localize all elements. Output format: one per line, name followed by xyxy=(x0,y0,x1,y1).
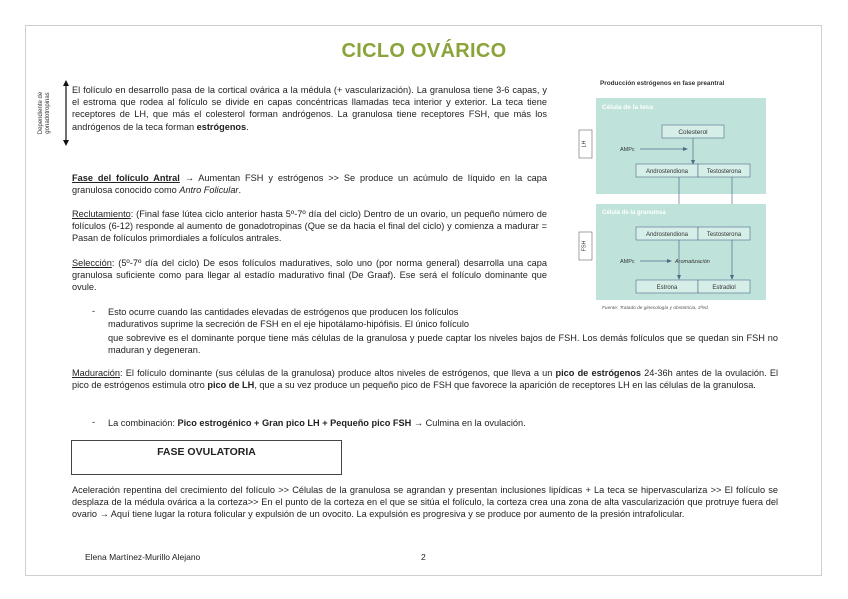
colesterol-label: Colesterol xyxy=(678,129,708,136)
ovulatoria-title: FASE OVULATORIA xyxy=(157,446,256,458)
maduracion-heading: Maduración xyxy=(72,368,121,378)
intro-paragraph: El folículo en desarrollo pasa de la cortical ovárica a la médula (+ vascularización). La granulosa tiene 3-6 capas, y el estroma que rodea al folículo se divide en capas concéntricas llamadas teca interior y exterior. La teca tiene receptores de LH, que más el colesterol forman andrógenos. La granulosa tiene receptores FSH, que más los andrógenos de la teca forman estrógenos. xyxy=(72,85,547,132)
testosterona-granulosa-label: Testosterona xyxy=(706,232,742,238)
teca-label: Célula de la teca xyxy=(602,104,653,111)
reclutamiento-heading: Reclutamiento xyxy=(72,209,131,219)
side-label-line1: Dependiente de xyxy=(38,91,44,135)
aromatizacion-label: Aromatización xyxy=(675,259,710,265)
bullet2-text: La combinación: Pico estrogénico + Gran pico LH + Pequeño pico FSH → Culmina en la ovulación. xyxy=(108,418,526,428)
ampc-granulosa-label: AMPc xyxy=(620,259,635,265)
fsh-label: FSH xyxy=(581,240,588,252)
antral-heading: Fase del folículo Antral xyxy=(72,173,180,183)
antral-paragraph: Fase del folículo Antral → Aumentan FSH y estrógenos >> Se produce un acúmulo de líquido en la capa granulosa conocido como Antro Folicular. xyxy=(72,173,547,196)
androstendiona-granulosa-label: Androstendiona xyxy=(645,232,689,238)
ovulatoria-paragraph: Aceleración repentina del crecimiento del folículo >> Células de la granulosa se agrandan y presentan inclusiones lipídicas + La teca se hipervasculariza >> El folículo se desplaza de la médula ovárica a la corteza>> En el punto de la corteza en el que se sitúa el folículo, la corteza crea una zona de alta vascularización que protruye fuera del ovario → Aquí tiene lugar la rotura folicular y expulsión de un ovocito. La expulsión es progresiva y se produce por aumento de la presión intrafolicular. xyxy=(72,485,778,520)
granulosa-label: Célula de la granulosa xyxy=(602,210,666,216)
bullet1-line2: madurativos suprime la secreción de FSH en el eje hipotálamo-hipófisis. El único folículo xyxy=(108,319,470,329)
estrona-label: Estrona xyxy=(656,285,678,291)
bullet-dash: - xyxy=(92,306,96,316)
androstendiona-label: Androstendiona xyxy=(645,169,689,175)
estradiol-label: Estradiol xyxy=(712,285,736,291)
bullet-dash: - xyxy=(92,417,96,427)
estrogen-production-diagram xyxy=(572,90,770,303)
figure-title: Producción estrógenos en fase preantral xyxy=(600,80,725,87)
reclutamiento-paragraph: Reclutamiento: (Final fase lútea ciclo anterior hasta 5º-7º día del ciclo) Dentro de un ovario, un pequeño número de folículos (6-12) responde al aumento de gonadotropinas (Que se da hacia el final del ciclo) y comienza a madurar = Pasan de folículos primordiales a folículos antrales. xyxy=(72,209,547,244)
footer-author: Elena Martínez-Murillo Alejano xyxy=(85,552,201,562)
lh-label: LH xyxy=(581,140,588,148)
bullet1-line1: Esto ocurre cuando las cantidades elevadas de estrógenos que producen los folículos xyxy=(108,307,459,317)
testosterona-label: Testosterona xyxy=(706,169,742,175)
maduracion-paragraph: Maduración: El folículo dominante (sus células de la granulosa) produce altos niveles de estrógenos, que lleva a un pico de estrógenos 24-36h antes de la ovulación. El pico de estrógenos estimula otro pico de LH, que a su vez produce un pequeño pico de FSH que favorece la aparición de receptores LH en las células de la granulosa. xyxy=(72,368,778,391)
seleccion-heading: Selección xyxy=(72,258,112,268)
ampc-teca-label: AMPc xyxy=(620,147,635,153)
page-number: 2 xyxy=(421,552,426,562)
figure-source: Fuente: Tratado de ginecología y obstetricia, 3ªed. xyxy=(602,306,710,311)
page-title: CICLO OVÁRICO xyxy=(341,40,507,62)
bullet1-rest: que sobrevive es el dominante porque tiene más células de la granulosa y puede captar los niveles bajos de FSH. Los demás folículos que se quedan sin FSH no maduran y degeneran. xyxy=(108,333,778,356)
gonadotropin-dependency-label xyxy=(34,82,56,144)
teca-cell-block xyxy=(596,98,766,194)
seleccion-paragraph: Selección: (5º-7º día del ciclo) De esos folículos maduratives, solo uno (por norma general) desarrolla una capa granulosa suficiente como para llegar al estadío madurativo final (De Graaf). Ese será el folículo dominante que ovule. xyxy=(72,258,547,293)
side-label-line2: gonadotropinas xyxy=(45,92,51,134)
double-arrow-icon xyxy=(62,80,70,146)
